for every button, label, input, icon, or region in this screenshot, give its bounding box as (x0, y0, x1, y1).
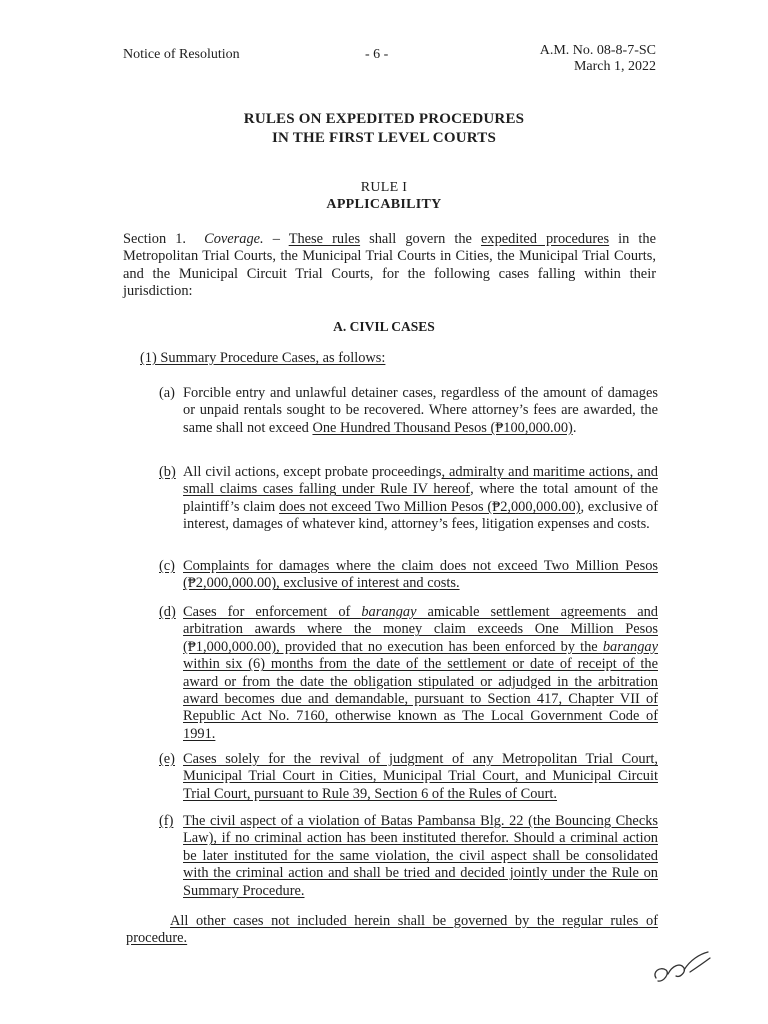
item-a-text (183, 385, 658, 437)
rule-name: APPLICABILITY (326, 197, 442, 212)
rule-number: RULE I (360, 180, 408, 195)
item-b-part-3: , where the total amount of the plaintiff’s claim (183, 481, 658, 515)
item-b-label: (b) (159, 464, 176, 480)
section-dash: – (263, 231, 289, 247)
item-d-part-5: within six (6) months from the date of the settlement or date of receipt of the award or from the date the obligation stipulated or adjudged in the arbitration award becomes due and demandable, pursuant to Section 417, Chapter VII of Republic Act No. 7160, otherwise known as The Local Government Code of 1991. (183, 656, 658, 742)
page-number: - 6 - (365, 47, 389, 62)
item-a-label: (a) (159, 385, 175, 401)
item-c-label: (c) (159, 558, 175, 574)
item-d-part-3: amicable settlement agreements and arbitration awards where the money claim exceeds One Million Pesos (₱1,000,000.00), provided that no execution has been enforced by the (183, 604, 658, 655)
item-b-part-1: All civil actions, except probate proceedings (183, 464, 442, 480)
item-b-text (183, 464, 658, 534)
initials-signature-mark (650, 948, 718, 990)
closing-paragraph (126, 913, 658, 948)
item-e (159, 751, 658, 803)
section-text-2: shall govern the (360, 231, 481, 247)
item-d-part-4: barangay (602, 638, 658, 655)
item-d-part-1: Cases for enforcement of (183, 604, 362, 620)
item-f (159, 813, 658, 900)
item-d-part-2: barangay (361, 604, 417, 620)
summary-intro-text: (1) Summary Procedure Cases, as follows: (140, 350, 386, 366)
summary-procedure-intro (140, 350, 660, 367)
item-d (159, 604, 658, 743)
item-b-part-5: , exclusive of interest, damages of whatever kind, attorney’s fees, litigation expenses and costs. (183, 498, 658, 533)
item-b-part-2: , admiralty and maritime actions, and small claims cases falling under Rule IV hereof (183, 464, 658, 498)
header-left: Notice of Resolution (123, 47, 240, 62)
closing-text: All other cases not included herein shall be governed by the regular rules of procedure. (126, 913, 658, 947)
title-line-1: RULES ON EXPEDITED PROCEDURES (243, 111, 525, 127)
item-c-text: Complaints for damages where the claim does not exceed Two Million Pesos (₱2,000,000.00), exclusive of interest and costs. (183, 558, 658, 592)
section-text-underlined-1: These rules (288, 231, 361, 247)
item-d-text (183, 604, 658, 743)
item-c (159, 558, 658, 593)
item-e-text: Cases solely for the revival of judgment of any Metropolitan Trial Court, Municipal Trial Court in Cities, Municipal Trial Court, and Municipal Circuit Trial Court, pursuant to Rule 39, Section 6 of the Rules of Court. (183, 751, 658, 802)
section-caption: Coverage. (204, 231, 264, 247)
item-f-text: The civil aspect of a violation of Batas Pambansa Blg. 22 (the Bouncing Checks Law), if no criminal action has been instituted therefor. Should a criminal action be later instituted for the same violation, the civil aspect shall be consolidated with the criminal action and shall be tried and decided jointly under the Rule on Summary Procedure. (183, 813, 658, 899)
item-a-part-1: Forcible entry and unlawful detainer cases, regardless of the amount of damages or unpaid rentals sought to be recovered. Where attorney’s fees are awarded, the same shall not exceed (183, 385, 658, 436)
item-e-label: (e) (159, 751, 175, 767)
item-d-label: (d) (159, 604, 176, 620)
item-b-part-4: does not exceed Two Million Pesos (₱2,000,000.00) (279, 498, 581, 515)
section-label: Section 1. (123, 231, 187, 247)
section-text-4: in the Metropolitan Trial Courts, the Municipal Trial Courts in Cities, the Municipal Trial Courts, and the Municipal Circuit Trial Courts, for the following cases falling within their jurisdiction: (123, 231, 656, 300)
section-text-underlined-3: expedited procedures (480, 231, 610, 247)
item-b (159, 464, 658, 534)
item-a (159, 385, 658, 437)
item-a-part-2: One Hundred Thousand Pesos (₱100,000.00) (312, 419, 573, 436)
item-a-part-3: . (572, 419, 577, 436)
title-line-2: IN THE FIRST LEVEL COURTS (272, 130, 496, 146)
case-number: A.M. No. 08-8-7-SC (539, 43, 656, 58)
section-1-paragraph (123, 231, 656, 301)
header-date: March 1, 2022 (573, 59, 656, 74)
item-f-label: (f) (159, 813, 174, 829)
civil-cases-heading: A. CIVIL CASES (333, 319, 435, 334)
